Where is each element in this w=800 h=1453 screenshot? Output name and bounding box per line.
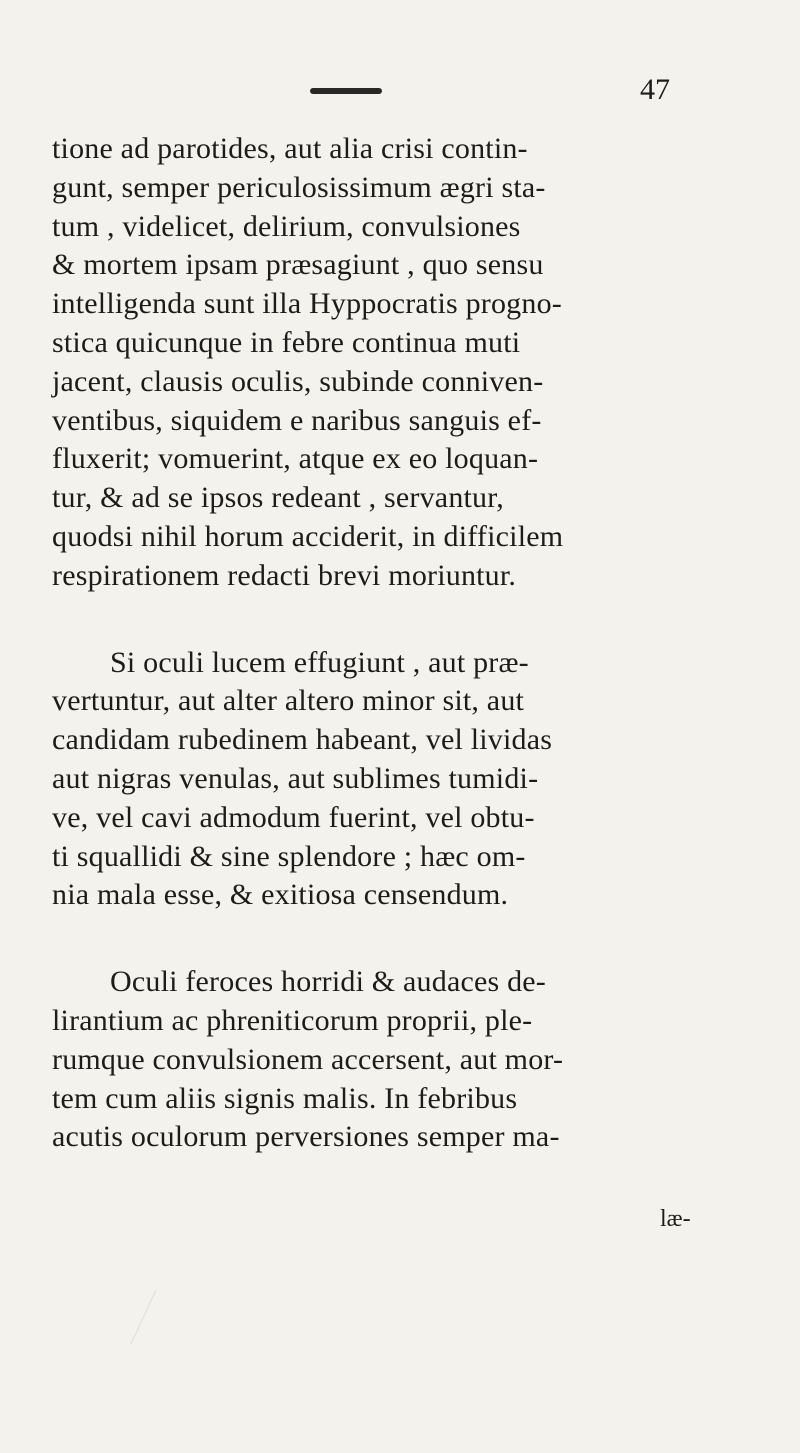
text-line: acutis oculorum perversiones semper ma- — [52, 1120, 560, 1154]
text-line: & mortem ipsam præsagiunt , quo sensu — [52, 248, 544, 282]
text-line: lirantium ac phreniticorum proprii, ple- — [52, 1003, 533, 1037]
text-line: rumque convulsionem accersent, aut mor- — [52, 1042, 564, 1076]
paragraph-1 — [52, 130, 772, 596]
text-line: stica quicunque in febre continua muti — [52, 325, 521, 359]
text-line: ti squallidi & sine splendore ; hæc om- — [52, 839, 526, 873]
catchword: læ- — [660, 1206, 691, 1232]
text-line: Oculi feroces horridi & audaces de- — [110, 965, 546, 999]
body-text — [52, 130, 772, 1205]
text-line: fluxerit; vomuerint, atque ex eo loquan- — [52, 442, 539, 476]
text-line: tum , videlicet, delirium, convulsiones — [52, 209, 521, 243]
text-line: ventibus, siquidem e naribus sanguis ef- — [52, 403, 542, 437]
text-line: tur, & ad se ipsos redeant , servantur, — [52, 481, 504, 515]
text-line: jacent, clausis oculis, subinde conniven- — [52, 364, 544, 398]
text-line: gunt, semper periculosissimum ægri sta- — [52, 170, 546, 204]
text-line: respirationem redacti brevi moriuntur. — [52, 558, 517, 592]
page-header — [300, 70, 670, 110]
paper-mark — [130, 1290, 211, 1370]
text-line: vertuntur, aut alter altero minor sit, aut — [52, 684, 525, 718]
text-line: aut nigras venulas, aut sublimes tumidi- — [52, 761, 539, 795]
text-line: candidam rubedinem habeant, vel lividas — [52, 723, 553, 757]
page-number: 47 — [640, 73, 670, 106]
text-line: intelligenda sunt illa Hyppocratis progno- — [52, 287, 562, 321]
paragraph-2 — [52, 644, 772, 916]
text-line: nia mala esse, & exitiosa censendum. — [52, 878, 509, 912]
paragraph-3 — [52, 963, 772, 1157]
text-line: quodsi nihil horum acciderit, in difficilem — [52, 519, 564, 553]
text-line: tione ad parotides, aut alia crisi contin- — [52, 132, 528, 165]
text-line: Si oculi lucem effugiunt , aut præ- — [110, 645, 529, 679]
text-line: ve, vel cavi admodum fuerint, vel obtu- — [52, 800, 535, 834]
header-rule — [310, 88, 382, 94]
text-line: tem cum aliis signis malis. In febribus — [52, 1081, 518, 1115]
